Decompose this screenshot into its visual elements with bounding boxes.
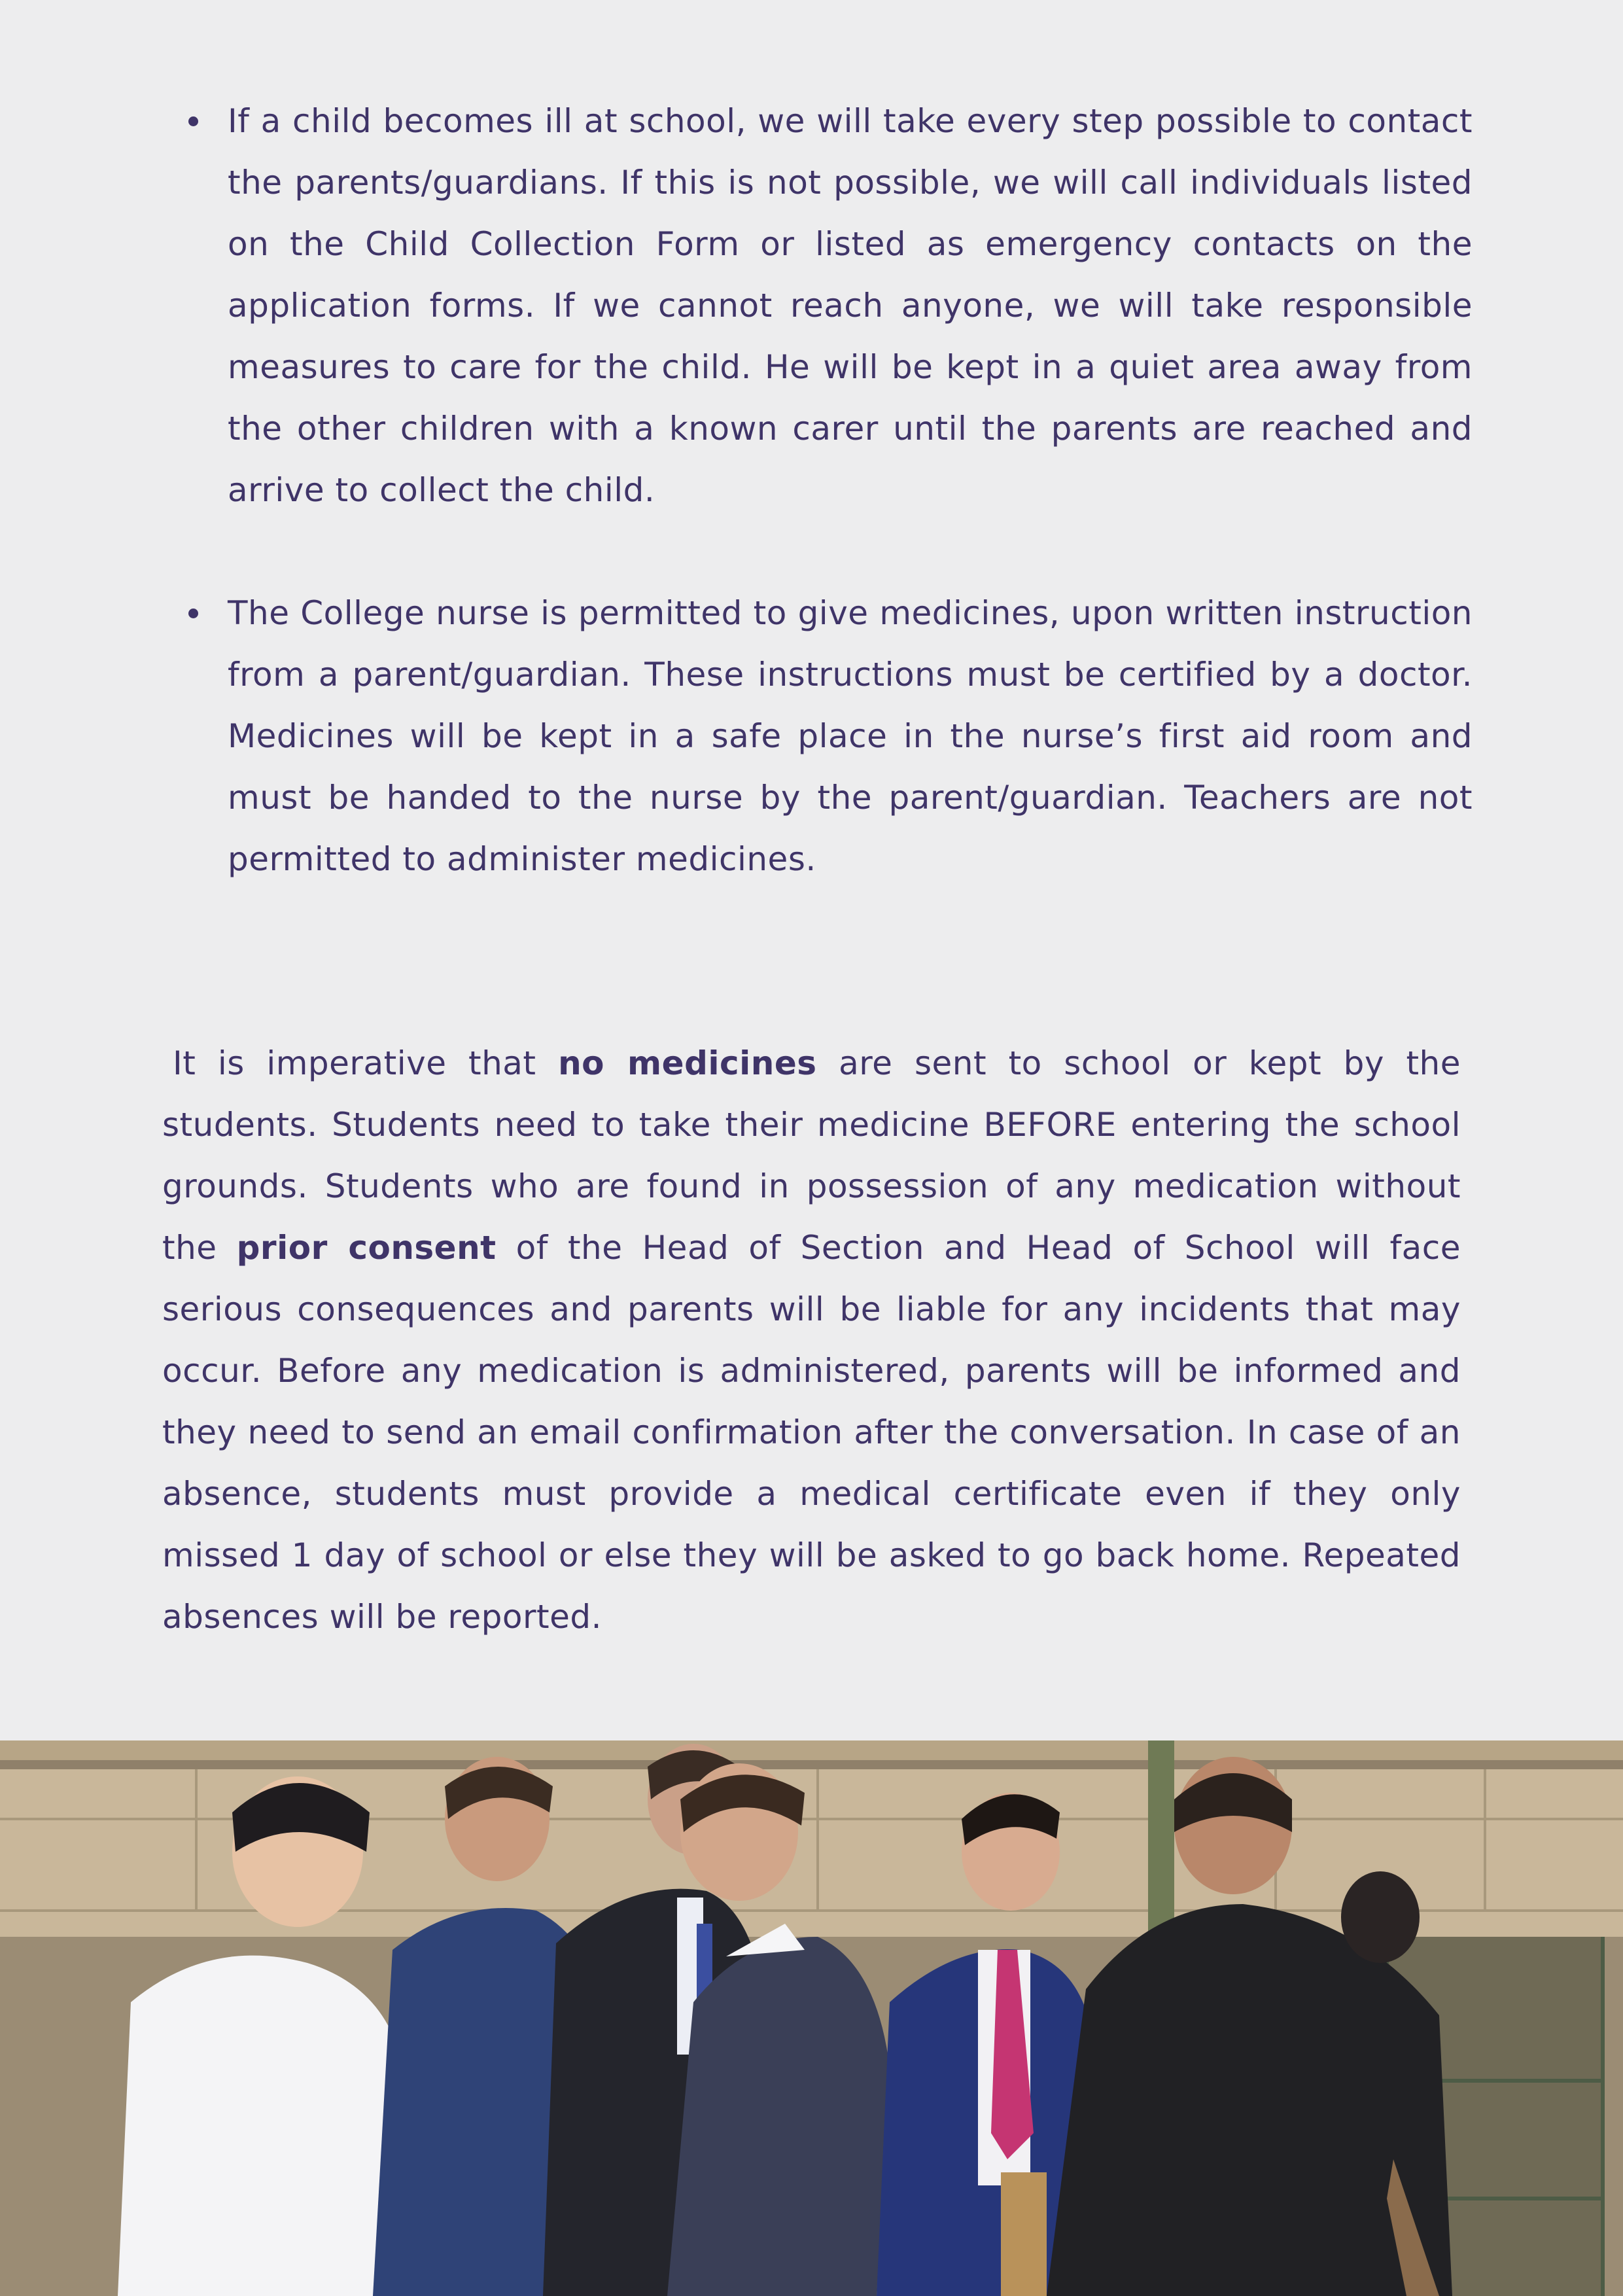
bullet-item <box>162 582 1473 890</box>
bullet-text: If a child becomes ill at school, we will take every step possible to contact the parents/guardians. If this is not possible, we will call individuals listed on the Child Collection Form or listed as emergency contacts on the application forms. If we cannot reach anyone, we will take responsible measures to care for the child. He will be kept in a quiet area away from the other children with a known carer until the parents are reached and arrive to collect the child. <box>228 102 1473 509</box>
emphasis-prior-consent: prior consent <box>236 1229 497 1267</box>
paragraph-text: of the Head of Section and Head of School will face serious consequences and parents will be liable for any incidents that may occur. Before any medication is administered, parents will be informed and they need to send an email confirmation after the conversation. In case of an absence, students must provide a medical certificate even if they only missed 1 day of school or else they will be asked to go back home. Repeated absences will be reported. <box>162 1229 1461 1636</box>
bullet-dot-icon <box>188 116 198 126</box>
bullet-item <box>162 90 1473 521</box>
bullet-list <box>162 90 1473 951</box>
bullet-text: The College nurse is permitted to give medicines, upon written instruction from a parent/guardian. These instructions must be certified by a doctor. Medicines will be kept in a safe place in the nurse’s first aid room and must be handed to the nurse by the parent/guardian. Teachers are not permitted to administer medicines. <box>228 594 1473 878</box>
students-photo <box>0 1740 1623 2296</box>
paragraph-text: It is imperative that <box>173 1044 559 1082</box>
paragraph-text: are sent to school or kept by the students. Students need to take their medicine BEFORE entering the school grounds. Students who are found in possession of any medication without the <box>162 1044 1461 1267</box>
bullet-dot-icon <box>188 609 198 618</box>
emphasis-no-medicines: no medicines <box>558 1044 817 1082</box>
medicine-policy-paragraph <box>162 1033 1461 1648</box>
